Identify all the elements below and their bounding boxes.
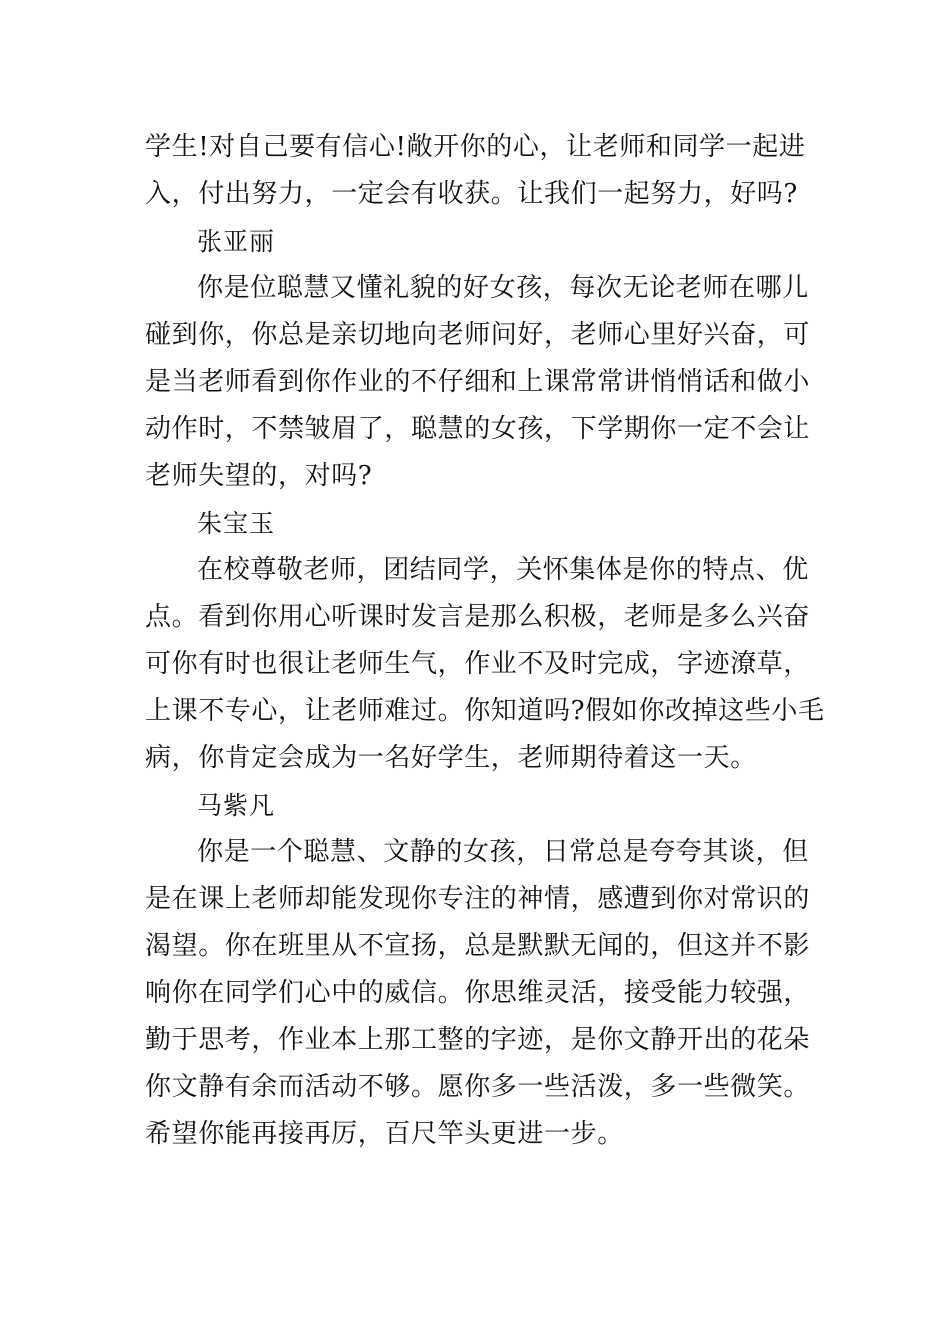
text-line: 希望你能再接再厉，百尺竿头更进一步。: [145, 1119, 624, 1149]
text-line: 学生!对自己要有信心!敞开你的心，让老师和同学一起进: [145, 132, 806, 162]
text-line: 动作时，不禁皱眉了，聪慧的女孩，下学期你一定不会让: [145, 414, 811, 444]
document-body: [145, 124, 825, 1158]
student-name-heading: 朱宝玉: [197, 509, 276, 538]
text-line: 响你在同学们心中的威信。你思维灵活，接受能力较强，: [145, 978, 811, 1008]
text-line: 勤于思考，作业本上那工整的字迹，是你文静开出的花朵: [145, 1025, 811, 1055]
text-line: 可你有时也很让老师生气，作业不及时完成，字迹潦草，: [145, 649, 811, 679]
text-line: 渴望。你在班里从不宣扬，总是默默无闻的，但这并不影: [145, 931, 811, 961]
paragraph-first-line: 你是一个聪慧、文静的女孩，日常总是夸夸其谈，但: [197, 837, 809, 867]
text-line: 点。看到你用心听课时发言是那么积极，老师是多么兴奋: [145, 602, 811, 632]
text-line: 入，付出努力，一定会有收获。让我们一起努力，好吗?: [145, 179, 798, 209]
paragraph-first-line: 在校尊敬老师，团结同学，关怀集体是你的特点、优: [197, 555, 809, 585]
text-line: 老师失望的，对吗?: [145, 461, 373, 491]
paragraph-first-line: 你是位聪慧又懂礼貌的好女孩，每次无论老师在哪儿: [197, 273, 809, 303]
text-line: 碰到你，你总是亲切地向老师问好，老师心里好兴奋，可: [145, 320, 811, 350]
text-line: 你文静有余而活动不够。愿你多一些活泼，多一些微笑。: [145, 1072, 811, 1102]
text-line: 病，你肯定会成为一名好学生，老师期待着这一天。: [145, 743, 757, 773]
student-name-heading: 马紫凡: [197, 791, 276, 820]
text-line: 是在课上老师却能发现你专注的神情，感遭到你对常识的: [145, 884, 811, 914]
student-name-heading: 张亚丽: [197, 227, 276, 256]
text-line: 上课不专心，让老师难过。你知道吗?假如你改掉这些小毛: [145, 696, 825, 726]
text-line: 是当老师看到你作业的不仔细和上课常常讲悄悄话和做小: [145, 367, 811, 397]
